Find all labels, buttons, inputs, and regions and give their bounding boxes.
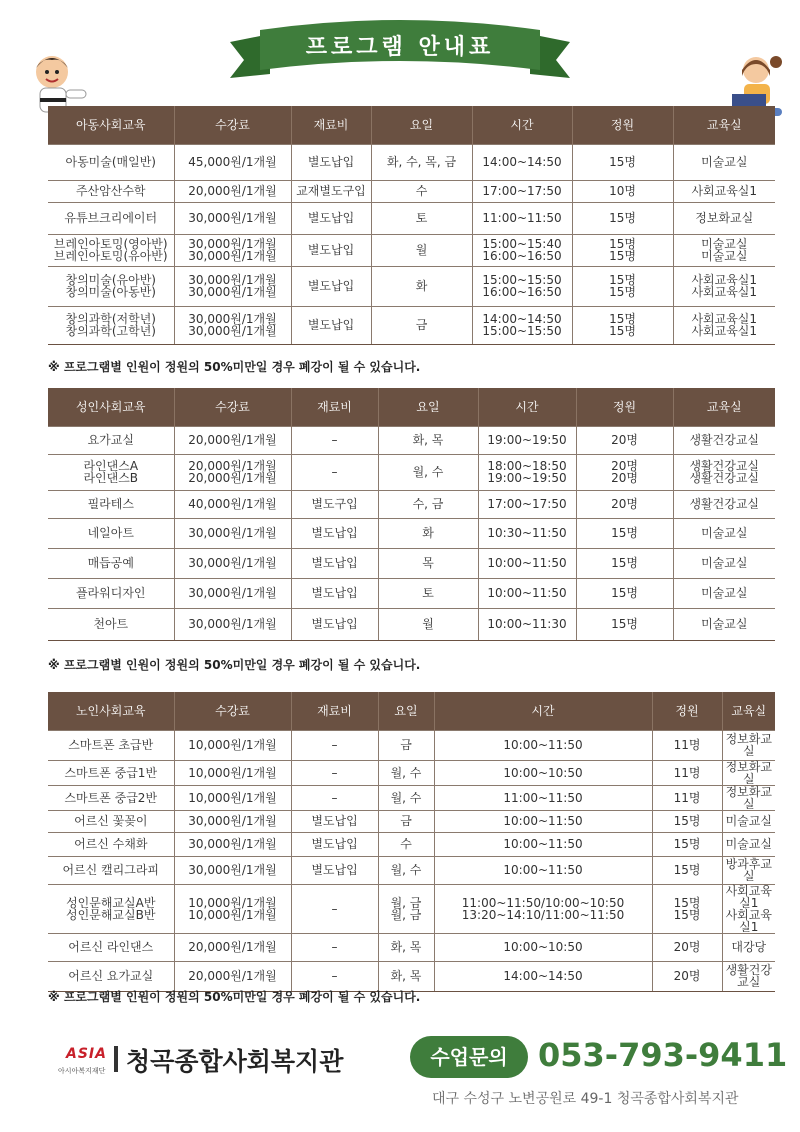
table-row	[48, 202, 775, 234]
table-row	[48, 608, 775, 640]
table-cell: 스마트폰 중급2반	[48, 785, 174, 810]
table-header-row	[48, 106, 775, 144]
table-cell: 어르신 수채화	[48, 832, 174, 856]
table-cell: 15명	[576, 518, 673, 548]
table-cell: 미술교실	[673, 144, 775, 180]
column-header: 수강료	[174, 692, 291, 730]
closure-notice: ※ 프로그램별 인원이 정원의 50%미만일 경우 폐강이 될 수 있습니다.	[48, 990, 421, 1004]
table-cell: 네일아트	[48, 518, 174, 548]
logo-mark: ASIA	[66, 1046, 107, 1062]
table-cell: 11명	[652, 785, 722, 810]
table-cell: 10:00~11:50	[478, 578, 576, 608]
table-cell: 매듭공예	[48, 548, 174, 578]
table-cell: 미술교실	[722, 832, 775, 856]
table-cell: 필라테스	[48, 490, 174, 518]
table-cell: 11명	[652, 760, 722, 785]
table-row	[48, 810, 775, 832]
column-header: 재료비	[291, 388, 378, 426]
table-cell: 별도납입	[291, 306, 371, 344]
table-cell: 10:00~11:30	[478, 608, 576, 640]
table-cell: 11:00~11:50/10:00~10:50 13:20~14:10/11:00~11:50	[434, 884, 652, 933]
table-cell: 10명	[572, 180, 673, 202]
table-cell: 19:00~19:50	[478, 426, 576, 454]
table-cell: 40,000원/1개월	[174, 490, 291, 518]
senior-education-table	[48, 692, 775, 992]
table-row	[48, 454, 775, 490]
table-cell: 미술교실 미술교실	[673, 234, 775, 266]
table-cell: 30,000원/1개월	[174, 856, 291, 884]
table-row	[48, 785, 775, 810]
table-cell: 생활건강교실	[673, 426, 775, 454]
table-row	[48, 884, 775, 933]
table-cell: 방과후교실	[722, 856, 775, 884]
table-header-row	[48, 692, 775, 730]
table-cell: 20명	[576, 490, 673, 518]
table-cell: 45,000원/1개월	[174, 144, 291, 180]
table-cell: 15명 15명	[652, 884, 722, 933]
table-cell: 정보화교실	[722, 785, 775, 810]
table-cell: 20,000원/1개월 20,000원/1개월	[174, 454, 291, 490]
table-cell: 생활건강교실	[722, 961, 775, 991]
table-cell: 18:00~18:50 19:00~19:50	[478, 454, 576, 490]
table-cell: 창의과학(저학년) 창의과학(고학년)	[48, 306, 174, 344]
table-cell: 별도납입	[291, 266, 371, 306]
table-cell: 사회교육실1	[673, 180, 775, 202]
logo-divider	[114, 1046, 118, 1072]
table-cell: –	[291, 426, 378, 454]
table-cell: 20명 20명	[576, 454, 673, 490]
table-cell: 10:00~11:50	[434, 832, 652, 856]
table-cell: 10:30~11:50	[478, 518, 576, 548]
table-cell: 15명	[572, 202, 673, 234]
table-cell: 30,000원/1개월	[174, 810, 291, 832]
table-cell: 플라워디자인	[48, 578, 174, 608]
table-cell: 20명	[652, 961, 722, 991]
column-header: 시간	[472, 106, 572, 144]
table-cell: 10,000원/1개월	[174, 785, 291, 810]
table-cell: 15명	[576, 608, 673, 640]
column-header: 요일	[371, 106, 472, 144]
table-cell: 화	[378, 518, 478, 548]
table-cell: 30,000원/1개월	[174, 578, 291, 608]
column-header: 교육실	[673, 106, 775, 144]
table-cell: 11명	[652, 730, 722, 760]
table-cell: 별도납입	[291, 518, 378, 548]
phone-number[interactable]: 053-793-9411	[538, 1036, 788, 1074]
table-cell: 어르신 라인댄스	[48, 933, 174, 961]
column-header: 교육실	[722, 692, 775, 730]
table-cell: 30,000원/1개월	[174, 832, 291, 856]
table-cell: 성인문해교실A반 성인문해교실B반	[48, 884, 174, 933]
table-cell: 토	[371, 202, 472, 234]
table-cell: 10:00~11:50	[434, 856, 652, 884]
table-row	[48, 933, 775, 961]
table-cell: 금	[378, 810, 434, 832]
table-cell: 정보화교실	[722, 760, 775, 785]
table-cell: 별도납입	[291, 144, 371, 180]
column-header: 재료비	[291, 106, 371, 144]
table-cell: 월, 수	[378, 856, 434, 884]
table-cell: 스마트폰 중급1반	[48, 760, 174, 785]
table-cell: 금	[371, 306, 472, 344]
table-cell: –	[291, 785, 378, 810]
table-row	[48, 548, 775, 578]
column-header: 정원	[652, 692, 722, 730]
table-cell: 어르신 꽃꽂이	[48, 810, 174, 832]
table-cell: 별도납입	[291, 548, 378, 578]
table-cell: 20,000원/1개월	[174, 180, 291, 202]
table-cell: 별도납입	[291, 578, 378, 608]
table-cell: 창의미술(유아반) 창의미술(아동반)	[48, 266, 174, 306]
table-cell: 어르신 캘리그라피	[48, 856, 174, 884]
table-cell: 별도납입	[291, 202, 371, 234]
table-cell: 미술교실	[673, 608, 775, 640]
table-cell: 20,000원/1개월	[174, 961, 291, 991]
adult-education-table	[48, 388, 775, 641]
table-cell: 17:00~17:50	[478, 490, 576, 518]
table-cell: 10,000원/1개월	[174, 760, 291, 785]
table-cell: 월, 수	[378, 785, 434, 810]
table-cell: 수, 금	[378, 490, 478, 518]
table-row	[48, 426, 775, 454]
logo-subtitle: 아시아복지재단	[58, 1067, 106, 1075]
table-cell: –	[291, 884, 378, 933]
table-cell: 미술교실	[673, 548, 775, 578]
column-header: 정원	[572, 106, 673, 144]
table-cell: 스마트폰 초급반	[48, 730, 174, 760]
column-header: 시간	[478, 388, 576, 426]
table-row	[48, 760, 775, 785]
table-cell: 천아트	[48, 608, 174, 640]
table-cell: 월	[378, 608, 478, 640]
table-cell: 화, 수, 목, 금	[371, 144, 472, 180]
table-cell: 10:00~10:50	[434, 933, 652, 961]
table-cell: 별도납입	[291, 856, 378, 884]
table-cell: 미술교실	[722, 810, 775, 832]
table-cell: –	[291, 961, 378, 991]
table-cell: 11:00~11:50	[434, 785, 652, 810]
column-header: 아동사회교육	[48, 106, 174, 144]
table-cell: 별도납입	[291, 832, 378, 856]
table-cell: –	[291, 454, 378, 490]
table-cell: 15명	[576, 578, 673, 608]
table-row	[48, 578, 775, 608]
column-header: 요일	[378, 388, 478, 426]
table-cell: 15명 15명	[572, 306, 673, 344]
table-cell: –	[291, 730, 378, 760]
table-cell: 별도납입	[291, 810, 378, 832]
table-cell: 미술교실	[673, 518, 775, 548]
table-cell: 10,000원/1개월	[174, 730, 291, 760]
table-cell: 20,000원/1개월	[174, 933, 291, 961]
table-cell: 15:00~15:40 16:00~16:50	[472, 234, 572, 266]
table-cell: 사회교육실1 사회교육실1	[673, 306, 775, 344]
column-header: 정원	[576, 388, 673, 426]
table-cell: 생활건강교실	[673, 490, 775, 518]
table-cell: 14:00~14:50	[434, 961, 652, 991]
table-cell: 10,000원/1개월 10,000원/1개월	[174, 884, 291, 933]
organization-name: 청곡종합사회복지관	[126, 1047, 344, 1076]
table-cell: 수	[371, 180, 472, 202]
table-cell: 정보화교실	[673, 202, 775, 234]
table-cell: 10:00~11:50	[434, 810, 652, 832]
table-cell: 30,000원/1개월 30,000원/1개월	[174, 234, 291, 266]
table-row	[48, 180, 775, 202]
table-cell: 30,000원/1개월	[174, 608, 291, 640]
table-cell: 화, 목	[378, 961, 434, 991]
title-banner	[230, 12, 570, 82]
table-row	[48, 234, 775, 266]
table-row	[48, 306, 775, 344]
table-cell: 화, 목	[378, 933, 434, 961]
table-cell: 목	[378, 548, 478, 578]
table-cell: 10:00~11:50	[478, 548, 576, 578]
table-cell: 미술교실	[673, 578, 775, 608]
table-cell: –	[291, 760, 378, 785]
table-cell: 15명 15명	[572, 234, 673, 266]
table-cell: 월	[371, 234, 472, 266]
table-cell: 15명	[652, 832, 722, 856]
table-cell: 생활건강교실 생활건강교실	[673, 454, 775, 490]
table-row	[48, 961, 775, 991]
table-cell: 월, 금 월, 금	[378, 884, 434, 933]
table-cell: 14:00~14:50 15:00~15:50	[472, 306, 572, 344]
table-cell: –	[291, 933, 378, 961]
table-cell: 10:00~11:50	[434, 730, 652, 760]
table-cell: 15:00~15:50 16:00~16:50	[472, 266, 572, 306]
table-cell: 20,000원/1개월	[174, 426, 291, 454]
table-cell: 주산암산수학	[48, 180, 174, 202]
table-cell: 30,000원/1개월	[174, 202, 291, 234]
table-cell: 화, 목	[378, 426, 478, 454]
table-cell: 14:00~14:50	[472, 144, 572, 180]
table-cell: 브레인아토밍(영아반) 브레인아토밍(유아반)	[48, 234, 174, 266]
table-cell: 사회교육실1 사회교육실1	[722, 884, 775, 933]
table-cell: 17:00~17:50	[472, 180, 572, 202]
table-cell: 라인댄스A 라인댄스B	[48, 454, 174, 490]
column-header: 수강료	[174, 388, 291, 426]
column-header: 교육실	[673, 388, 775, 426]
closure-notice: ※ 프로그램별 인원이 정원의 50%미만일 경우 폐강이 될 수 있습니다.	[48, 360, 421, 374]
table-cell: 월, 수	[378, 454, 478, 490]
column-header: 성인사회교육	[48, 388, 174, 426]
table-cell: 요가교실	[48, 426, 174, 454]
table-cell: 토	[378, 578, 478, 608]
table-cell: 대강당	[722, 933, 775, 961]
table-cell: 화	[371, 266, 472, 306]
table-cell: 별도구입	[291, 490, 378, 518]
table-row	[48, 856, 775, 884]
table-cell: 10:00~10:50	[434, 760, 652, 785]
table-header-row	[48, 388, 775, 426]
table-row	[48, 490, 775, 518]
address-text: 대구 수성구 노변공원로 49-1 청곡종합사회복지관	[432, 1091, 739, 1107]
table-cell: 15명	[652, 856, 722, 884]
table-cell: 20명	[576, 426, 673, 454]
table-row	[48, 832, 775, 856]
table-cell: 월, 수	[378, 760, 434, 785]
table-cell: 정보화교실	[722, 730, 775, 760]
table-cell: 20명	[652, 933, 722, 961]
table-cell: 11:00~11:50	[472, 202, 572, 234]
table-row	[48, 266, 775, 306]
column-header: 수강료	[174, 106, 291, 144]
table-cell: 유튜브크리에이터	[48, 202, 174, 234]
table-cell: 별도납입	[291, 234, 371, 266]
table-cell: 아동미술(매일반)	[48, 144, 174, 180]
table-cell: 15명	[652, 810, 722, 832]
table-cell: 15명	[576, 548, 673, 578]
column-header: 요일	[378, 692, 434, 730]
table-cell: 교재별도구입	[291, 180, 371, 202]
table-cell: 30,000원/1개월	[174, 548, 291, 578]
child-education-table	[48, 106, 775, 345]
table-cell: 사회교육실1 사회교육실1	[673, 266, 775, 306]
table-cell: 30,000원/1개월	[174, 518, 291, 548]
page-title: 프로그램 안내표	[305, 35, 495, 60]
inquiry-badge: 수업문의	[410, 1036, 528, 1078]
table-row	[48, 144, 775, 180]
table-cell: 30,000원/1개월 30,000원/1개월	[174, 266, 291, 306]
column-header: 노인사회교육	[48, 692, 174, 730]
column-header: 재료비	[291, 692, 378, 730]
table-row	[48, 518, 775, 548]
table-row	[48, 730, 775, 760]
table-cell: 15명	[572, 144, 673, 180]
table-cell: 금	[378, 730, 434, 760]
table-cell: 수	[378, 832, 434, 856]
closure-notice: ※ 프로그램별 인원이 정원의 50%미만일 경우 폐강이 될 수 있습니다.	[48, 658, 421, 672]
table-cell: 15명 15명	[572, 266, 673, 306]
table-cell: 어르신 요가교실	[48, 961, 174, 991]
column-header: 시간	[434, 692, 652, 730]
table-cell: 별도납입	[291, 608, 378, 640]
table-cell: 30,000원/1개월 30,000원/1개월	[174, 306, 291, 344]
